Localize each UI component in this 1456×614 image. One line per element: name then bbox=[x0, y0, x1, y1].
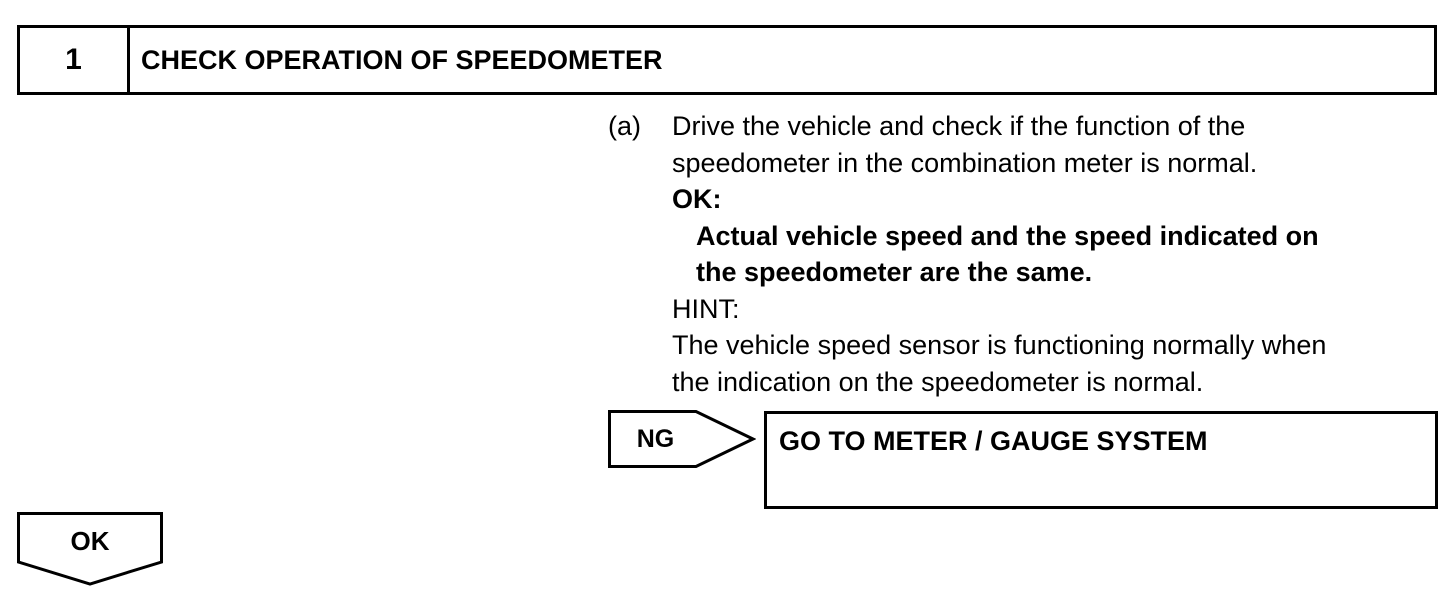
ng-label: NG bbox=[636, 424, 675, 453]
substep-a bbox=[608, 108, 1438, 400]
instruction-line-2: speedometer in the combination meter is normal. bbox=[672, 147, 1258, 178]
substep-body bbox=[672, 108, 1438, 400]
step-content bbox=[608, 108, 1438, 400]
step-header bbox=[17, 25, 1437, 95]
ng-action-text: GO TO METER / GAUGE SYSTEM bbox=[779, 426, 1208, 456]
hint-heading: HINT: bbox=[672, 293, 740, 324]
instruction-line-1: Drive the vehicle and check if the function of the bbox=[672, 111, 1246, 141]
substep-label: (a) bbox=[608, 111, 641, 141]
hint-line-2: the indication on the speedometer is normal. bbox=[672, 366, 1204, 397]
ok-label: OK bbox=[70, 525, 110, 556]
ok-criteria-line-1: Actual vehicle speed and the speed indicated on bbox=[696, 220, 1319, 251]
hint-line-1: The vehicle speed sensor is functioning normally when bbox=[672, 330, 1327, 360]
ok-criteria-line-2: the speedometer are the same. bbox=[696, 257, 1093, 287]
step-number: 1 bbox=[20, 28, 130, 92]
step-title: CHECK OPERATION OF SPEEDOMETER bbox=[141, 44, 663, 75]
ok-heading: OK: bbox=[672, 184, 722, 214]
ng-action-box bbox=[764, 411, 1438, 509]
